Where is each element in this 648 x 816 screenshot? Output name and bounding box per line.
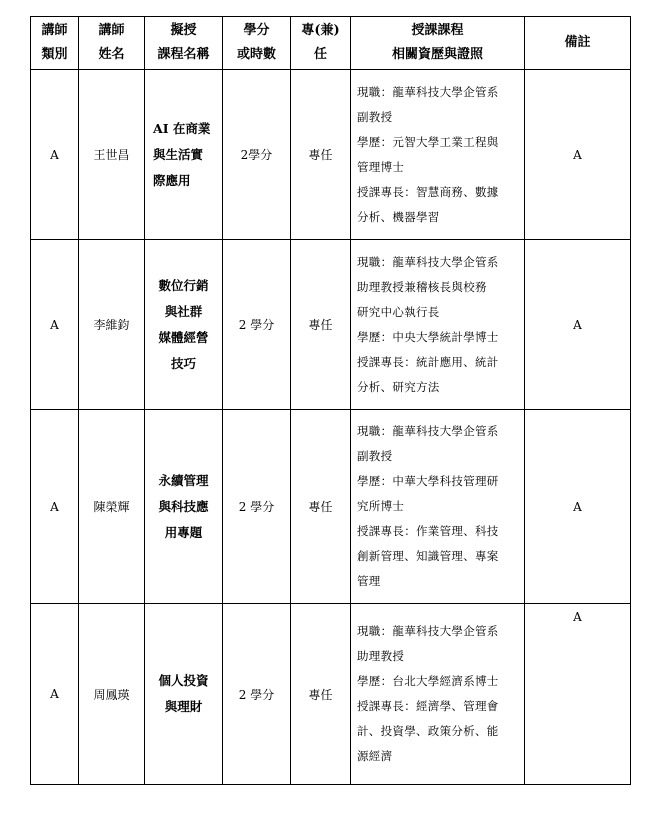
type-cell: A xyxy=(31,70,79,240)
qualification-cell: 現職：龍華科技大學企管系 副教授 學歷：元智大學工業工程與 管理博士 授課專長：智慧商務、數據 分析、機器學習 xyxy=(351,70,525,240)
qualification-cell: 現職：龍華科技大學企管系 助理教授兼稽核長與校務 研究中心執行長 學歷：中央大學統計學博士 授課專長：統計應用、統計 分析、研究方法 xyxy=(351,240,525,410)
name-cell: 周鳳瑛 xyxy=(79,604,145,785)
instructor-table xyxy=(30,16,631,785)
header-type: 講師 類別 xyxy=(31,17,79,70)
remark-cell: A xyxy=(525,240,631,410)
credit-cell: 2 學分 xyxy=(223,410,291,604)
remark-cell: A xyxy=(525,410,631,604)
status-cell: 專任 xyxy=(291,410,351,604)
qualification-cell: 現職：龍華科技大學企管系 助理教授 學歷：台北大學經濟系博士 授課專長：經濟學、管理會 計、投資學、政策分析、能 源經濟 xyxy=(351,604,525,785)
remark-cell: A xyxy=(525,604,631,785)
credit-cell: 2 學分 xyxy=(223,240,291,410)
header-course: 擬授 課程名稱 xyxy=(145,17,223,70)
course-cell: 個人投資 與理財 xyxy=(145,604,223,785)
type-cell: A xyxy=(31,240,79,410)
status-cell: 專任 xyxy=(291,70,351,240)
header-qualification: 授課課程 相關資歷與證照 xyxy=(351,17,525,70)
table-row xyxy=(31,410,631,604)
header-remark: 備註 xyxy=(525,17,631,70)
type-cell: A xyxy=(31,604,79,785)
credit-cell: 2 學分 xyxy=(223,604,291,785)
header-credit: 學分 或時數 xyxy=(223,17,291,70)
qualification-cell: 現職：龍華科技大學企管系 副教授 學歷：中華大學科技管理研 究所博士 授課專長：作業管理、科技 創新管理、知識管理、專案 管理 xyxy=(351,410,525,604)
name-cell: 王世昌 xyxy=(79,70,145,240)
status-cell: 專任 xyxy=(291,604,351,785)
credit-cell: 2學分 xyxy=(223,70,291,240)
name-cell: 陳榮輝 xyxy=(79,410,145,604)
remark-cell: A xyxy=(525,70,631,240)
header-status: 專(兼) 任 xyxy=(291,17,351,70)
table-row xyxy=(31,70,631,240)
type-cell: A xyxy=(31,410,79,604)
name-cell: 李維鈞 xyxy=(79,240,145,410)
table-row xyxy=(31,240,631,410)
header-name: 講師 姓名 xyxy=(79,17,145,70)
header-row xyxy=(31,17,631,70)
status-cell: 專任 xyxy=(291,240,351,410)
course-cell: AI 在商業 與生活實 際應用 xyxy=(145,70,223,240)
table-row xyxy=(31,604,631,785)
course-cell: 數位行銷 與社群 媒體經營 技巧 xyxy=(145,240,223,410)
course-cell: 永續管理 與科技應 用專題 xyxy=(145,410,223,604)
